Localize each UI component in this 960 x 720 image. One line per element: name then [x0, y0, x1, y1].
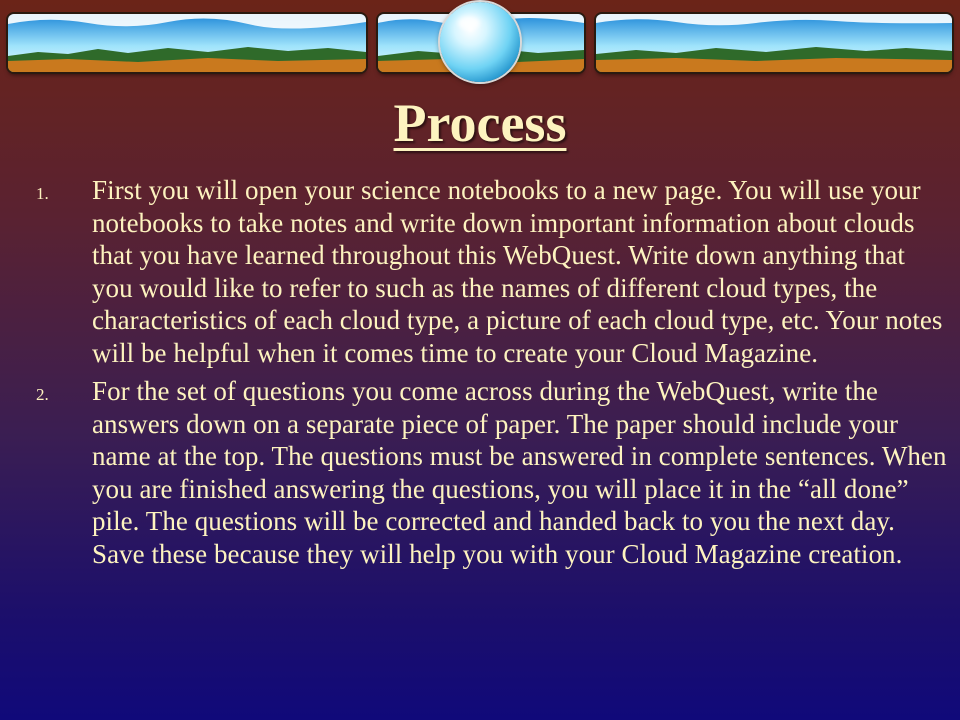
step-number: 2.	[36, 385, 49, 404]
step-text: For the set of questions you come across during the WebQuest, write the answers down on a separate piece of paper. The paper should include your name at the top. The questions must be answered in complete sentences. When you are finished answering the questions, you will place it in the “all done” pile. The questions will be corrected and handed back to you the next day. Save these because they will help you with your Cloud Magazine creation.	[92, 376, 947, 569]
globe-icon	[440, 2, 520, 82]
step-number: 1.	[36, 184, 49, 203]
list-item	[36, 174, 948, 369]
sky-banner-left	[8, 14, 366, 72]
slide-title: Process	[393, 93, 567, 153]
process-steps-list	[36, 174, 948, 576]
step-text: First you will open your science notebooks to a new page. You will use your notebooks to take notes and write down important information about clouds that you have learned throughout this WebQuest. Write down anything that you would like to refer to such as the names of different cloud types, the characteristics of each cloud type, a picture of each cloud type, etc. Your notes will be helpful when it comes time to create your Cloud Magazine.	[92, 175, 943, 368]
list-item	[36, 375, 948, 570]
sky-banner-right	[596, 14, 952, 72]
